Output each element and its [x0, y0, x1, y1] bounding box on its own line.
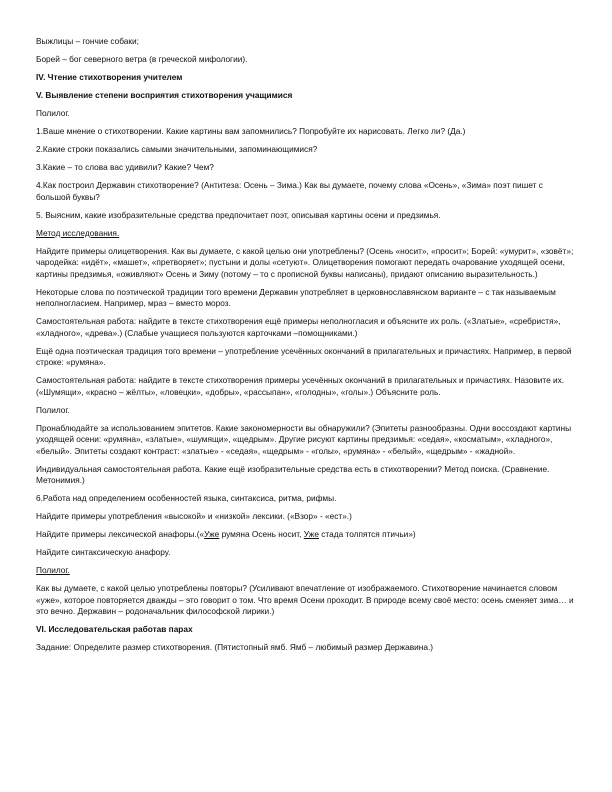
section-heading-vi: VI. Исследовательская работав парах: [36, 624, 193, 634]
epithets-paragraph: Пронаблюдайте за использованием эпитетов. Какие закономерности вы обнаружили? (Эпитеты разнообразны. Одни воссоздают картины уходящей осени: «румяна», «златые», «шумящи», «щедрым». Другие рисуют картины предзимья: «седая», «косматым», «хладного», «белый». Эпитеты создают контраст: «златые» - «седая», «щедрым» - «голы», «румяна» - «белый», «щедрым» - «жадной».: [36, 422, 572, 456]
section-heading-iv: IV. Чтение стихотворения учителем: [36, 72, 183, 82]
anaphora-word-1: Уже: [204, 529, 220, 539]
method-research-label: Метод исследования.: [36, 227, 120, 238]
truncated-endings-paragraph: Ещё одна поэтическая традиция того времени – употребление усечённых окончаний в прилагательных и причастиях. Например, в первой строке: «румяна».: [36, 345, 572, 367]
syntax-anaphora-task: Найдите синтаксическую анафору.: [36, 547, 171, 557]
meter-task: Задание: Определите размер стихотворения. (Пятистопный ямб. Ямб – любимый размер Державина.): [36, 642, 434, 652]
anaphora-text-post: стада толпятся птичьи»): [318, 529, 416, 539]
independent-work-2: Самостоятельная работа: найдите в тексте стихотворения примеры усечённых окончаний в прилагательных и причастиях. Назовите их. («Шумящи», «красно – жёлты», «ловецки», «добры», «рассыпан», «голодны», «голы».) Объясните роль.: [36, 375, 565, 397]
individual-work-paragraph: Индивидуальная самостоятельная работа. Какие ещё изобразительные средства есть в стихотворении? Метод поиска. (Сравнение. Метонимия.): [36, 463, 550, 485]
section-heading-v: V. Выявление степени восприятия стихотворения учащимися: [36, 90, 293, 100]
task-6: 6.Работа над определением особенностей языка, синтаксиса, ритма, рифмы.: [36, 493, 337, 503]
question-4: 4.Как построил Державин стихотворение? (Антитеза: Осень – Зима.) Как вы думаете, почему слова «Осень», «Зима» поэт пишет с большой буквы?: [36, 180, 543, 202]
anaphora-word-2: Уже: [303, 529, 319, 539]
anaphora-task: [36, 529, 576, 541]
glossary-line-vyzhlitsy: Выжлицы – гончие собаки;: [36, 36, 139, 46]
personification-paragraph: Найдите примеры олицетворения. Как вы думаете, с какой целью они употреблены? (Осень «носит», «просит»; Борей: «умурит», «зовёт»; чародейка: «идёт», «машет», «претворяет»; пустыни и долы «сетуют». Олицетворения помогают передать очарование уходящей осени, картины предзимья, «оживляют» Осень и Зиму (потому – то с прописной буквы написаны), придают описанию выразительность.): [36, 245, 574, 279]
lexicon-task: Найдите примеры употребления «высокой» и «низкой» лексики. («Взор» - «ест».): [36, 511, 352, 521]
independent-work-1: Самостоятельная работа: найдите в тексте стихотворения ещё примеры неполногласия и объясните их роль. («Златые», «сребристя», «хладного», «древа».) (Слабые учащиеся пользуются карточками –помощниками.): [36, 316, 561, 338]
glossary-line-borey: Борей – бог северного ветра (в греческой мифологии).: [36, 54, 248, 64]
document-page: [36, 36, 576, 660]
anaphora-text-pre: Найдите примеры лексической анафоры.(«: [36, 529, 205, 539]
church-slavonic-paragraph: Некоторые слова по поэтической традиции того времени Державин употребляет в церковнославянском варианте – с так называемым неполногласием. Например, мраз – вместо мороз.: [36, 286, 556, 308]
polilog-label-2: Полилог.: [36, 404, 70, 415]
question-2: 2.Какие строки показались самыми значительными, запоминающимися?: [36, 144, 318, 154]
question-3: 3.Какие – то слова вас удивили? Какие? Чем?: [36, 162, 214, 172]
question-1: 1.Ваше мнение о стихотворении. Какие картины вам запомнились? Попробуйте их нарисовать. Легко ли? (Да.): [36, 126, 466, 136]
polilog-label: Полилог.: [36, 108, 70, 118]
polilog-label-3: Полилог.: [36, 565, 70, 575]
question-5: 5. Выясним, какие изобразительные средства предпочитает поэт, описывая картины осени и предзимья.: [36, 209, 441, 220]
repetition-paragraph: Как вы думаете, с какой целью употреблены повторы? (Усиливают впечатление от изображаемого. Стихотворение начинается словом «уже», которое повторяется дважды – это говорит о том. Что время Осени проходит. В природе всему своё место: осень сменяет зима… и это вечно. Державин – родоначальник философской лирики.): [36, 583, 574, 616]
anaphora-text-mid: румяна Осень носит,: [219, 529, 304, 539]
